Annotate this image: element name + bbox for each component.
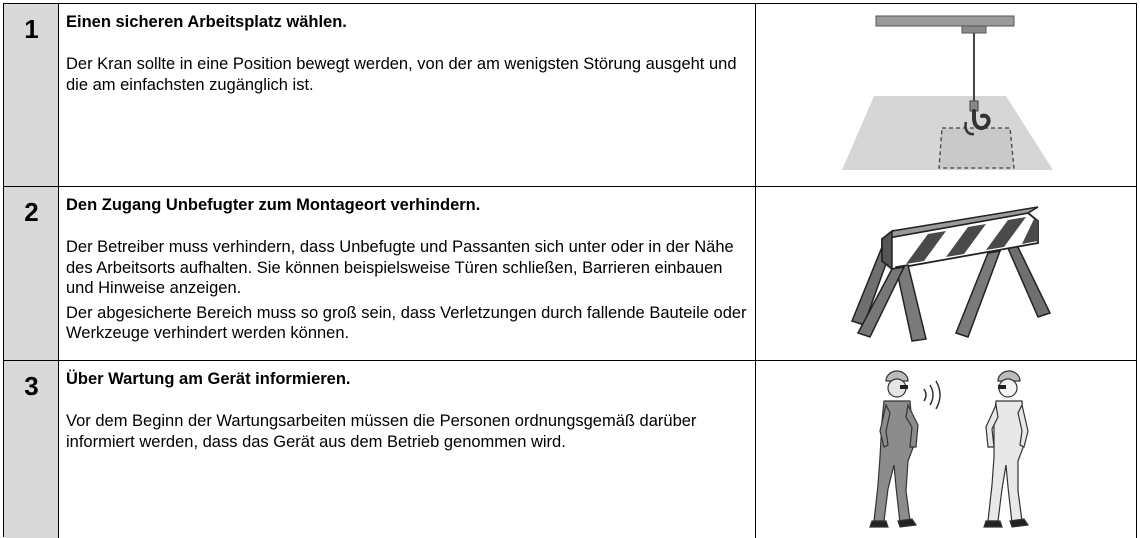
- workers-communicating-icon: [756, 361, 1137, 538]
- step-number-cell: [4, 187, 59, 360]
- step-number: 3: [24, 371, 39, 401]
- step-illustration-cell: [756, 4, 1137, 186]
- step-text-cell: [60, 4, 756, 186]
- step-number-cell: [4, 361, 59, 538]
- step-paragraph: Vor dem Beginn der Wartungsarbeiten müssen die Personen ordnungsgemäß darüber informiert werden, dass das Gerät aus dem Betrieb genommen wird.: [66, 412, 697, 451]
- table-row: [4, 187, 1137, 361]
- step-title: Den Zugang Unbefugter zum Montageort verhindern.: [66, 196, 481, 214]
- step-illustration-cell: [756, 187, 1137, 360]
- instruction-table: [3, 3, 1137, 537]
- step-title: Einen sicheren Arbeitsplatz wählen.: [66, 13, 347, 31]
- step-text-cell: [60, 187, 756, 360]
- step-text-cell: [60, 361, 756, 538]
- step-paragraph: Der Betreiber muss verhindern, dass Unbefugte und Passanten sich unter oder in der Nähe des Arbeitsorts aufhalten. Sie können beispielsweise Türen schließen, Barrieren einbauen und Hinweise anzeigen.: [66, 238, 734, 297]
- table-row: [4, 361, 1137, 538]
- step-number: 2: [24, 197, 39, 227]
- step-title: Über Wartung am Gerät informieren.: [66, 370, 351, 388]
- step-number-cell: [4, 4, 59, 186]
- step-paragraph: Der Kran sollte in eine Position bewegt werden, von der am wenigsten Störung ausgeht und die am einfachsten zugänglich ist.: [66, 55, 737, 94]
- step-number: 1: [24, 14, 39, 44]
- crane-hook-icon: [756, 4, 1137, 186]
- step-paragraph: Der abgesicherte Bereich muss so groß sein, dass Verletzungen durch fallende Bauteile oder Werkzeuge verhindert werden können.: [66, 303, 747, 342]
- table-row: [4, 4, 1137, 187]
- step-illustration-cell: [756, 361, 1137, 538]
- barrier-icon: [756, 187, 1137, 360]
